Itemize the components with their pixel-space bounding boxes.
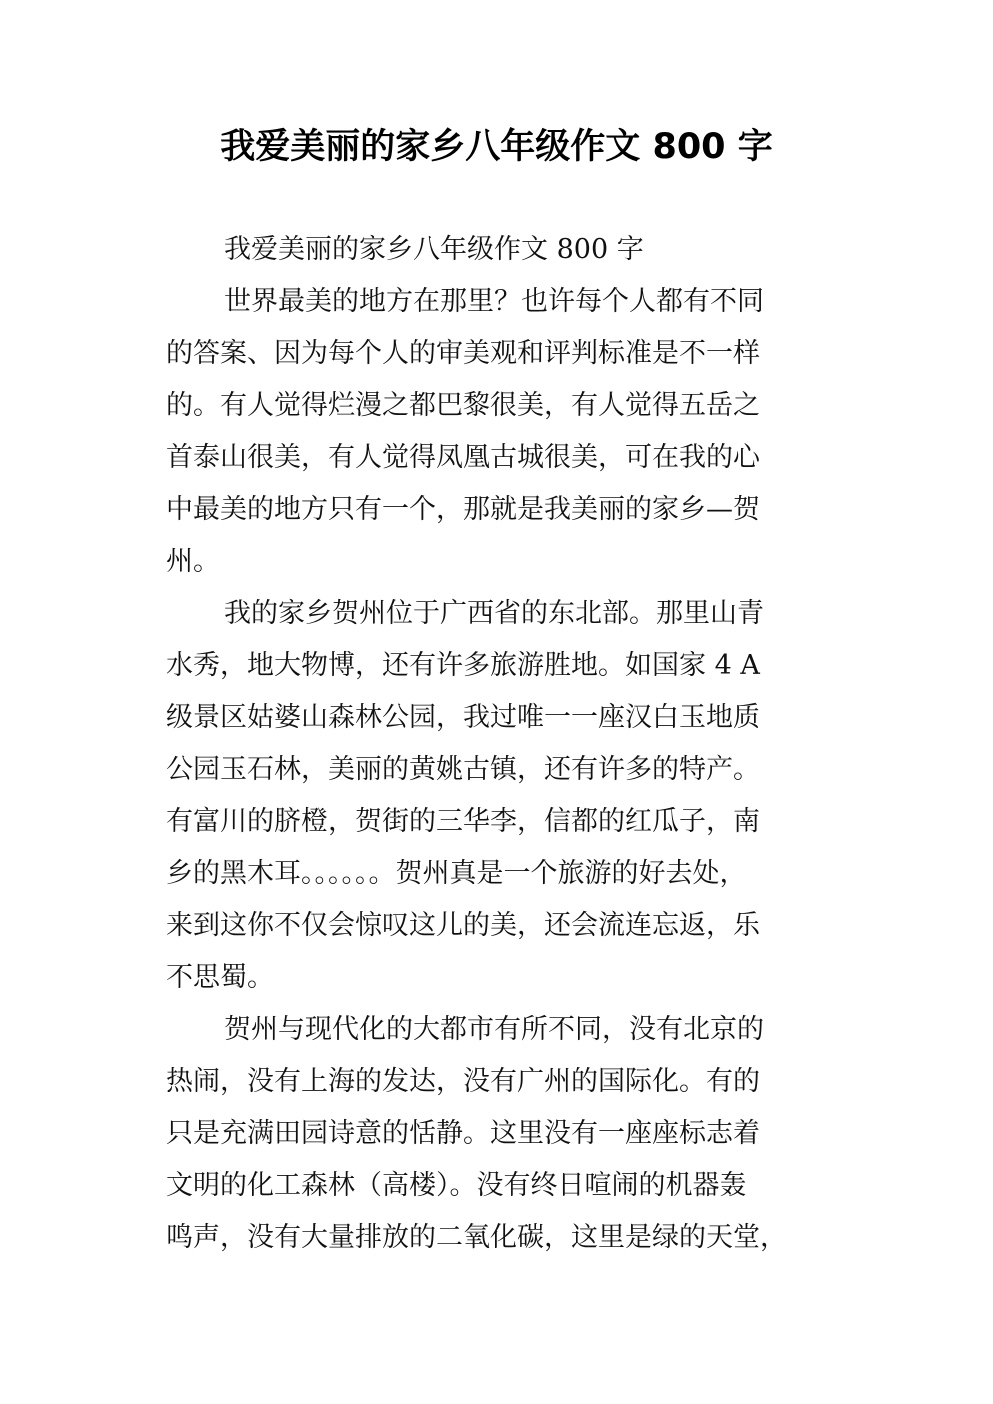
paragraph-line: 乡的黑木耳。。。。。。贺州真是一个旅游的好去处， [166,858,747,889]
document-body [166,224,836,1264]
paragraph-line: 来到这你不仅会惊叹这儿的美，还会流连忘返，乐 [166,910,760,941]
paragraph-line: 世界最美的地方在那里？也许每个人都有不同 [224,286,764,317]
paragraph-line: 贺州与现代化的大都市有所不同，没有北京的 [224,1014,764,1045]
paragraph-line: 我的家乡贺州位于广西省的东北部。那里山青 [224,598,764,629]
paragraph-line: 的答案、因为每个人的审美观和评判标准是不一样 [166,338,760,369]
paragraph-line: 不思蜀。 [166,962,274,993]
paragraph-line: 水秀，地大物博，还有许多旅游胜地。如国家 4 A [166,650,760,681]
subtitle-line: 我爱美丽的家乡八年级作文 800 字 [224,234,644,265]
paragraph-line: 级景区姑婆山森林公园，我过唯一一座汉白玉地质 [166,702,760,733]
paragraph-line: 文明的化工森林（高楼）。没有终日喧闹的机器轰 [166,1170,747,1201]
paragraph-line: 有富川的脐橙，贺街的三华李，信都的红瓜子，南 [166,806,760,837]
paragraph-line: 鸣声，没有大量排放的二氧化碳，这里是绿的天堂， [166,1222,787,1253]
paragraph-line: 热闹，没有上海的发达，没有广州的国际化。有的 [166,1066,760,1097]
paragraph-line: 中最美的地方只有一个，那就是我美丽的家乡—贺 [166,494,760,525]
paragraph-line: 公园玉石林，美丽的黄姚古镇，还有许多的特产。 [166,754,760,785]
document-title: 我爱美丽的家乡八年级作文 800 字 [220,127,773,167]
paragraph-line: 州。 [166,546,220,577]
paragraph-line: 首泰山很美，有人觉得凤凰古城很美，可在我的心 [166,442,760,473]
paragraph-line: 的。有人觉得烂漫之都巴黎很美，有人觉得五岳之 [166,390,760,421]
paragraph-line: 只是充满田园诗意的恬静。这里没有一座座标志着 [166,1118,760,1149]
